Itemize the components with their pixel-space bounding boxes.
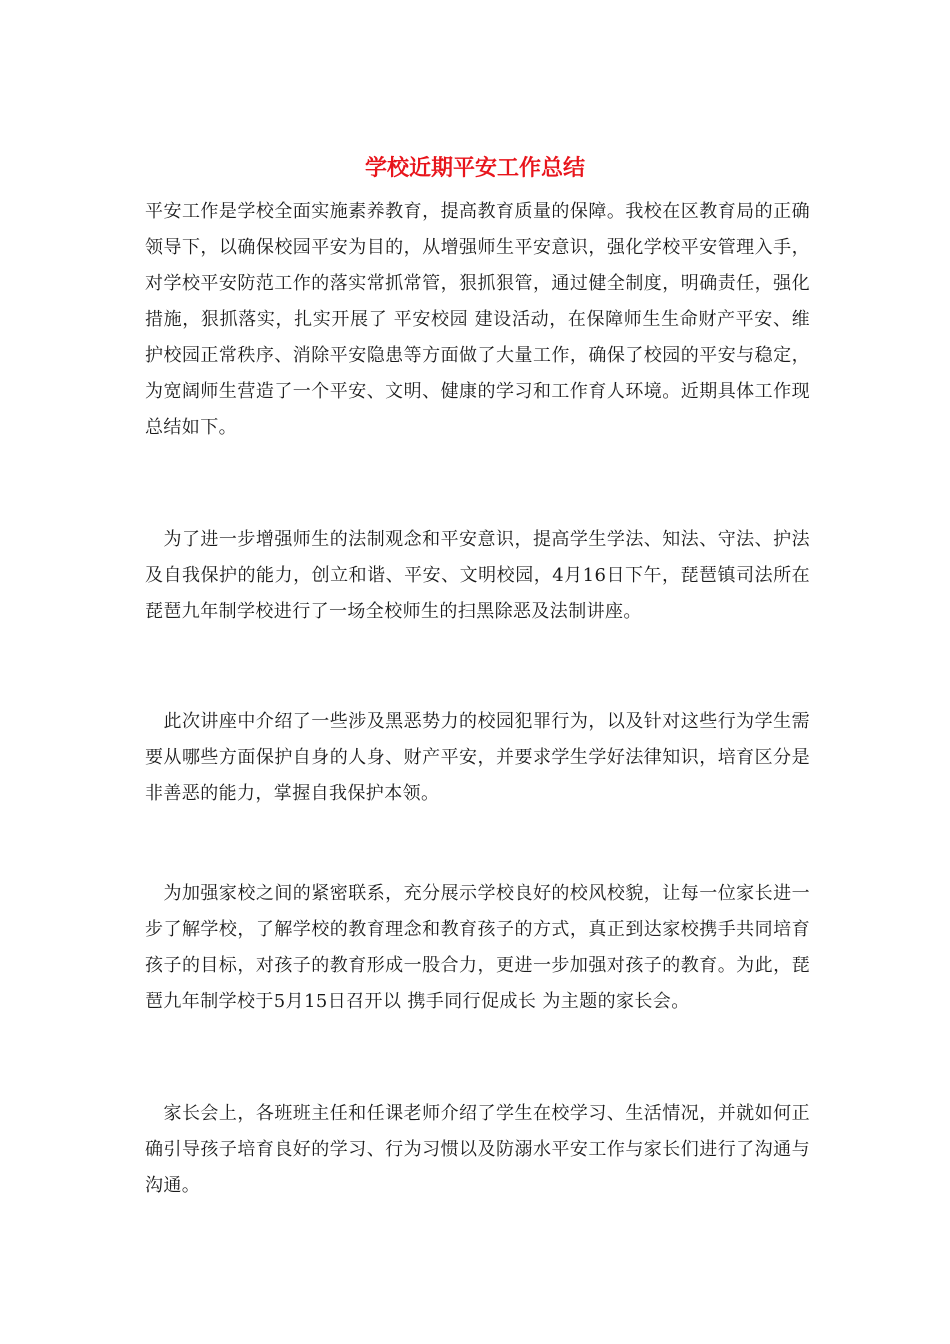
paragraph-intro: 平安工作是学校全面实施素养教育，提高教育质量的保障。我校在区教育局的正确领导下，以确保校园平安为目的，从增强师生平安意识，强化学校平安管理入手，对学校平安防范工作的落实常抓常管，狠抓狠管，通过健全制度，明确责任，强化措施，狠抓落实，扎实开展了 平安校园 建设活动，在保障师生生命财产平安、维护校园正常秩序、消除平安隐患等方面做了大量工作，确保了校园的平安与稳定，为宽阔师生营造了一个平安、文明、健康的学习和工作育人环境。近期具体工作现总结如下。 (145, 201, 810, 438)
paragraph-legal-lecture: 为了进一步增强师生的法制观念和平安意识，提高学生学法、知法、守法、护法及自我保护的能力，创立和谐、平安、文明校园，4月16日下午，琵琶镇司法所在琵琶九年制学校进行了一场全校师生的扫黑除恶及法制讲座。 (145, 529, 810, 622)
document-title: 学校近期平安工作总结 (364, 155, 585, 181)
paragraph-lecture-content: 此次讲座中介绍了一些涉及黑恶势力的校园犯罪行为，以及针对这些行为学生需要从哪些方面保护自身的人身、财产平安，并要求学生学好法律知识，培育区分是非善恶的能力，掌握自我保护本领。 (145, 711, 810, 804)
paragraph-meeting-content: 家长会上，各班班主任和任课老师介绍了学生在校学习、生活情况，并就如何正确引导孩子培育良好的学习、行为习惯以及防溺水平安工作与家长们进行了沟通与沟通。 (145, 1103, 810, 1196)
paragraph-parent-meeting: 为加强家校之间的紧密联系，充分展示学校良好的校风校貌，让每一位家长进一步了解学校，了解学校的教育理念和教育孩子的方式，真正到达家校携手共同培育孩子的目标，对孩子的教育形成一股合力，更进一步加强对孩子的教育。为此，琵琶九年制学校于5月15日召开以 携手同行促成长 为主题的家长会。 (145, 883, 810, 1012)
